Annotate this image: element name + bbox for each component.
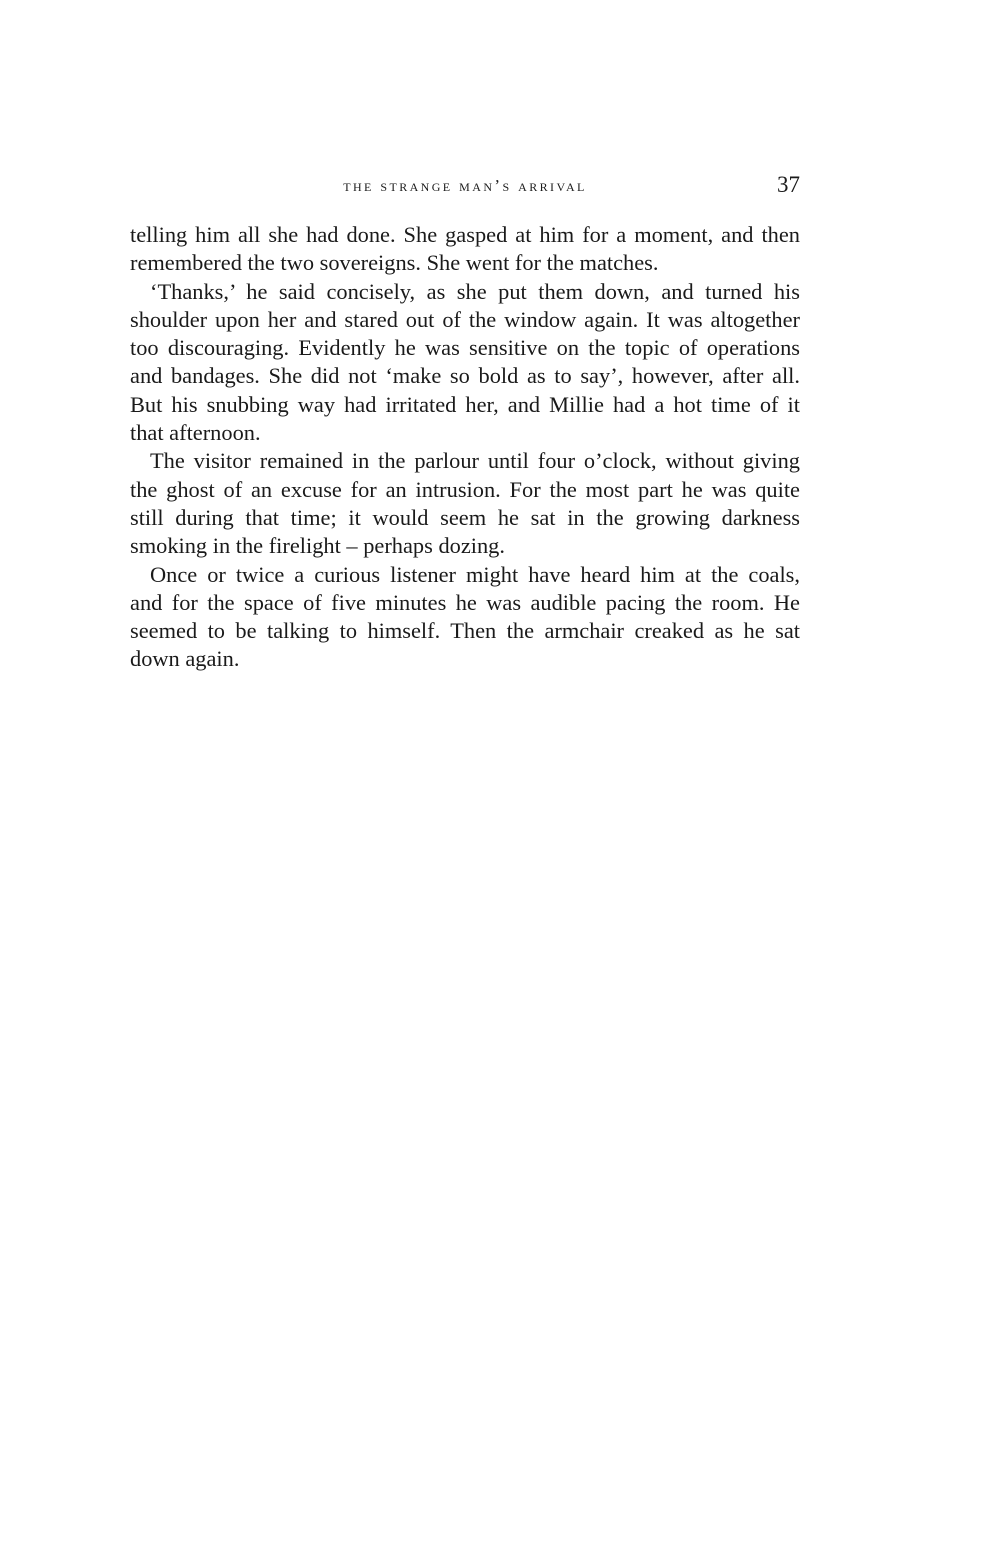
paragraph bbox=[130, 278, 800, 448]
text-line: The visitor remained in the parlour until four o’clock, without giving bbox=[150, 448, 800, 474]
running-head-title: the strange man’s arrival bbox=[343, 176, 587, 195]
text-line: that afternoon. bbox=[130, 420, 261, 446]
text-line: down again. bbox=[130, 646, 240, 672]
text-line: Once or twice a curious listener might have heard him at the coals, bbox=[150, 561, 800, 587]
page-number: 37 bbox=[777, 172, 800, 197]
text-line: seemed to be talking to himself. Then the armchair creaked as he sat bbox=[130, 618, 800, 644]
text-line: remembered the two sovereigns. She went for the matches. bbox=[130, 250, 659, 276]
text-line: still during that time; it would seem he sat in the growing darkness bbox=[130, 504, 800, 530]
paragraph bbox=[130, 447, 800, 560]
text-line: and for the space of five minutes he was audible pacing the room. He bbox=[130, 589, 800, 615]
text-line: smoking in the firelight – perhaps dozing. bbox=[130, 533, 505, 559]
running-head bbox=[130, 172, 800, 202]
text-line: and bandages. She did not ‘make so bold as to say’, however, after all. bbox=[130, 363, 800, 389]
text-line: too discouraging. Evidently he was sensitive on the topic of operations bbox=[130, 335, 800, 361]
text-line: telling him all she had done. She gasped at him for a moment, and then bbox=[130, 222, 800, 247]
text-line: shoulder upon her and stared out of the window again. It was altogether bbox=[130, 306, 800, 332]
paragraph bbox=[130, 561, 800, 674]
paragraph bbox=[130, 221, 800, 278]
text-line: But his snubbing way had irritated her, and Millie had a hot time of it bbox=[130, 391, 800, 417]
text-line: ‘Thanks,’ he said concisely, as she put them down, and turned his bbox=[150, 278, 800, 304]
text-line: the ghost of an excuse for an intrusion. For the most part he was quite bbox=[130, 476, 800, 502]
body-text bbox=[130, 221, 800, 674]
